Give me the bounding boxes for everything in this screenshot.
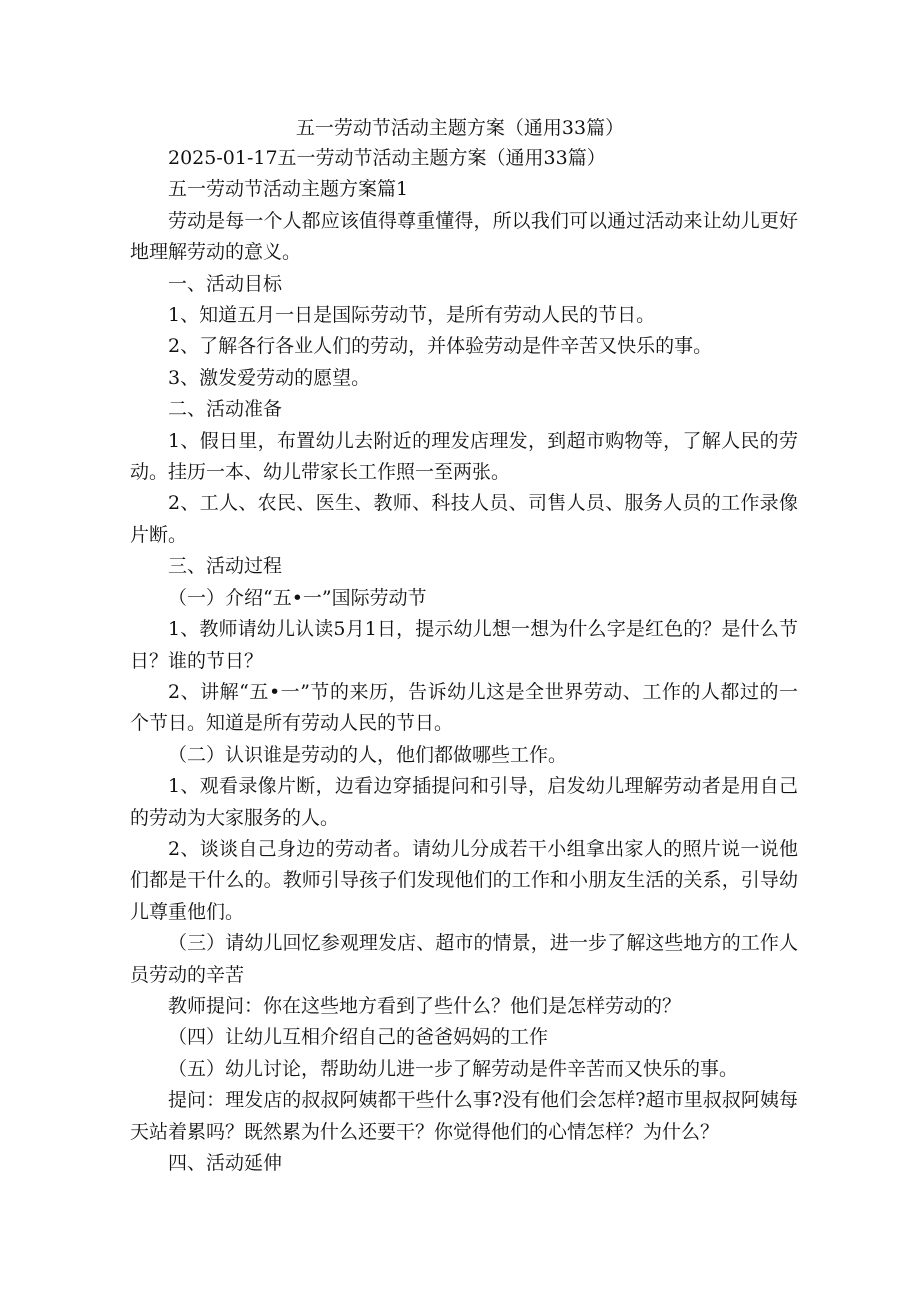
- paragraph: 1、知道五月一日是国际劳动节，是所有劳动人民的节日。: [168, 304, 656, 327]
- paragraph: 3、激发爱劳动的愿望。: [168, 366, 371, 389]
- paragraph: 2、了解各行各业人们的劳动，并体验劳动是件辛苦又快乐的事。: [168, 335, 713, 358]
- section-heading: 五一劳动节活动主题方案篇1: [168, 178, 409, 201]
- subsection-heading: （四）让幼儿互相介绍自己的爸爸妈妈的工作: [168, 1026, 549, 1049]
- subsection-heading: （一）介绍“五•一”国际劳动节: [168, 586, 427, 609]
- paragraph: 1、假日里，布置幼儿去附近的理发店理发，到超市购物等，了解人民的劳动。挂历一本、幼儿带家长工作照一至两张。: [130, 429, 798, 484]
- document-body: [130, 143, 798, 1179]
- subsection-heading: （五）幼儿讨论，帮助幼儿进一步了解劳动是件辛苦而又快乐的事。: [168, 1057, 739, 1080]
- section-heading: 三、活动过程: [168, 555, 283, 578]
- section-heading: 四、活动延伸: [168, 1152, 283, 1174]
- section-heading: 二、活动准备: [168, 398, 283, 421]
- document-title: 五一劳动节活动主题方案（通用33篇）: [295, 117, 625, 139]
- paragraph: 1、观看录像片断，边看边穿插提问和引导，启发幼儿理解劳动者是用自己的劳动为大家服务的人。: [130, 775, 798, 829]
- paragraph: 劳动是每一个人都应该值得尊重懂得，所以我们可以通过活动来让幼儿更好地理解劳动的意义。: [130, 209, 798, 264]
- paragraph: 2、工人、农民、医生、教师、科技人员、司售人员、服务人员的工作录像片断。: [130, 492, 798, 546]
- paragraph: 2、谈谈自己身边的劳动者。请幼儿分成若干小组拿出家人的照片说一说他们都是干什么的。教师引导孩子们发现他们的工作和小朋友生活的关系，引导幼儿尊重他们。: [130, 837, 798, 923]
- paragraph: 1、教师请幼儿认读5月1日，提示幼儿想一想为什么字是红色的？是什么节日？谁的节日？: [130, 618, 798, 672]
- paragraph: 教师提问：你在这些地方看到了些什么？他们是怎样劳动的？: [168, 994, 682, 1017]
- paragraph: 提问：理发店的叔叔阿姨都干些什么事?没有他们会怎样?超市里叔叔阿姨每天站着累吗？既然累为什么还要干？你觉得他们的心情怎样？为什么？: [130, 1089, 798, 1143]
- section-heading: 一、活动目标: [168, 272, 283, 295]
- date-line: 2025-01-17五一劳动节活动主题方案（通用33篇）: [168, 147, 606, 169]
- subsection-heading: （三）请幼儿回忆参观理发店、超市的情景，进一步了解这些地方的工作人员劳动的辛苦: [130, 932, 798, 986]
- paragraph: 2、讲解“五•一”节的来历，告诉幼儿这是全世界劳动、工作的人都过的一个节日。知道是所有劳动人民的节日。: [130, 680, 798, 735]
- subsection-heading: （二）认识谁是劳动的人，他们都做哪些工作。: [168, 743, 568, 766]
